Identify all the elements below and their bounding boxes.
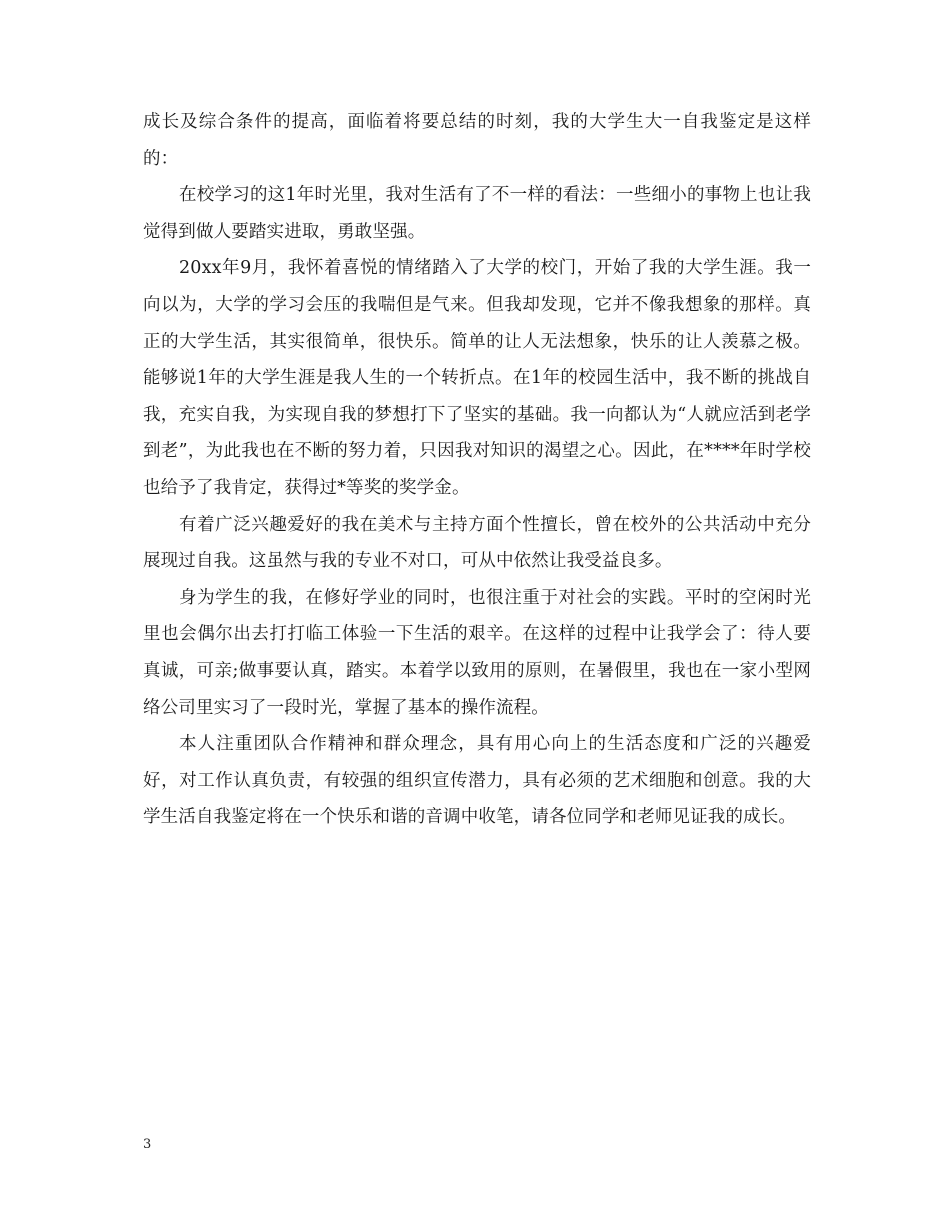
paragraph-6: 本人注重团队合作精神和群众理念，具有用心向上的生活态度和广泛的兴趣爱好，对工作认真负责，有较强的组织宣传潜力，具有必须的艺术细胞和创意。我的大学生活自我鉴定将在一个快乐和谐的音调中收笔，请各位同学和老师见证我的成长。	[143, 734, 811, 828]
page-number: 3	[143, 1137, 152, 1152]
document-body	[143, 104, 811, 836]
paragraph-3: 20xx年9月，我怀着喜悦的情绪踏入了大学的校门，开始了我的大学生涯。我一向以为，大学的学习会压的我喘但是气来。但我却发现，它并不像我想象的那样。真正的大学生活，其实很简单，很快乐。简单的让人无法想象，快乐的让人羡慕之极。能够说1年的大学生涯是我人生的一个转折点。在1年的校园生活中，我不断的挑战自我，充实自我，为实现自我的梦想打下了坚实的基础。我一向都认为“人就应活到老学到老”，为此我也在不断的努力着，只因我对知识的渴望之心。因此，在****年时学校也给予了我肯定，获得过*等奖的奖学金。	[143, 258, 811, 498]
paragraph-1: 成长及综合条件的提高，面临着将要总结的时刻，我的大学生大一自我鉴定是这样的：	[143, 112, 811, 169]
paragraph-4: 有着广泛兴趣爱好的我在美术与主持方面个性擅长，曾在校外的公共活动中充分展现过自我。这虽然与我的专业不对口，可从中依然让我受益良多。	[143, 514, 811, 572]
paragraph-5: 身为学生的我，在修好学业的同时，也很注重于对社会的实践。平时的空闲时光里也会偶尔出去打打临工体验一下生活的艰辛。在这样的过程中让我学会了：待人要真诚，可亲;做事要认真，踏实。本着学以致用的原则，在暑假里，我也在一家小型网络公司里实习了一段时光，掌握了基本的操作流程。	[143, 587, 811, 718]
paragraph-2: 在校学习的这1年时光里，我对生活有了不一样的看法：一些细小的事物上也让我觉得到做人要踏实进取，勇敢坚强。	[143, 185, 811, 242]
